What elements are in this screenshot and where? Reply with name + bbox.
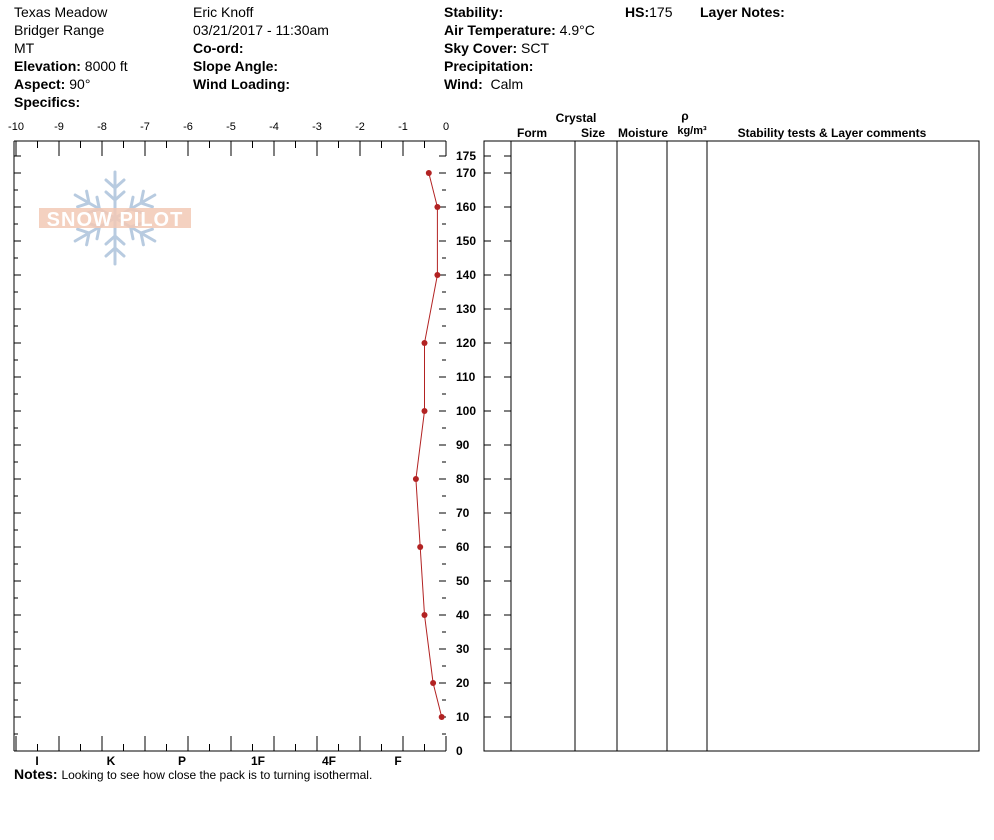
hardness-label: K [106,754,116,768]
hardness-label: P [177,754,187,768]
x-tick-label: -3 [312,121,322,133]
hardness-label: 1F [250,754,266,768]
x-tick-label: -10 [8,121,24,133]
layer-table-border [484,141,979,751]
specifics-label: Specifics: [14,94,81,110]
location-name: Texas Meadow [14,4,108,20]
y-tick-label: 80 [456,472,470,486]
hs-value: 175 [649,4,673,20]
sky-cover-label: Sky Cover: [444,40,518,56]
temperature-point [434,272,440,278]
density-unit-header: kg/m³ [677,125,707,137]
y-tick-label: 150 [456,234,477,248]
y-tick-label: 20 [456,676,470,690]
air-temp-value: 4.9°C [559,22,595,38]
layer-table [484,109,979,751]
y-tick-label: 110 [456,370,476,384]
hardness-label: 4F [321,754,337,768]
layer-notes-label: Layer Notes: [700,4,785,20]
x-tick-label: -1 [398,121,408,133]
temperature-point [422,340,428,346]
elevation-label: Elevation: [14,58,81,74]
coord-label: Co-ord: [193,40,244,56]
x-tick-label: -2 [355,121,365,133]
snowpilot-logo [39,172,191,264]
temperature-point [413,476,419,482]
x-tick-label: -7 [140,121,150,133]
temperature-point [430,680,436,686]
comments-header: Stability tests & Layer comments [737,126,927,140]
size-header: Size [580,126,606,140]
range-name: Bridger Range [14,22,105,38]
sky-cover-value: SCT [521,40,550,56]
wind-value: Calm [490,76,524,92]
stability-label: Stability: [444,4,504,20]
wind-label: Wind: [444,76,483,92]
logo-text: SNOW PILOT [46,209,184,231]
x-tick-label: 0 [442,121,450,133]
aspect-label: Aspect: [14,76,66,92]
y-tick-label: 30 [456,642,470,656]
temperature-point [426,170,432,176]
y-tick-label: 50 [456,574,470,588]
slope-angle-label: Slope Angle: [193,58,279,74]
y-tick-label: 60 [456,540,470,554]
y-tick-label: 160 [456,200,477,214]
temperature-point [434,204,440,210]
y-tick-label: 175 [456,149,477,163]
y-tick-label: 0 [456,744,463,758]
temperature-point [417,544,423,550]
wind-loading-label: Wind Loading: [193,76,291,92]
y-tick-label: 10 [456,710,470,724]
y-tick-label: 120 [456,336,477,350]
temperature-point [439,714,445,720]
state-name: MT [14,40,35,56]
x-tick-label: -5 [226,121,236,133]
moisture-header: Moisture [617,126,669,140]
notes-text: Looking to see how close the pack is to turning isothermal. [61,768,373,782]
temperature-line [416,173,442,717]
hardness-label: I [35,754,39,768]
notes-row [14,766,372,782]
notes-label: Notes: [14,766,58,782]
x-tick-label: -4 [269,121,279,133]
y-tick-label: 90 [456,438,470,452]
temperature-point [422,612,428,618]
temperature-point [422,408,428,414]
elevation-value: 8000 ft [84,58,128,74]
x-tick-label: -9 [54,121,64,133]
form-header: Form [517,126,547,140]
y-tick-label: 130 [456,302,477,316]
hardness-label: F [394,754,402,768]
y-tick-label: 170 [456,166,477,180]
y-tick-label: 40 [456,608,470,622]
hs-label: HS: [625,4,650,20]
aspect-value: 90° [69,76,91,92]
density-rho-header: ρ [681,109,689,123]
observer-name: Eric Knoff [193,4,254,20]
x-tick-label: -8 [97,121,107,133]
precipitation-label: Precipitation: [444,58,534,74]
observation-datetime: 03/21/2017 - 11:30am [193,22,329,38]
crystal-header: Crystal [555,111,597,125]
y-tick-label: 140 [456,268,477,282]
y-tick-label: 100 [456,404,477,418]
air-temp-label: Air Temperature: [444,22,556,38]
x-tick-label: -6 [183,121,193,133]
y-tick-label: 70 [456,506,470,520]
